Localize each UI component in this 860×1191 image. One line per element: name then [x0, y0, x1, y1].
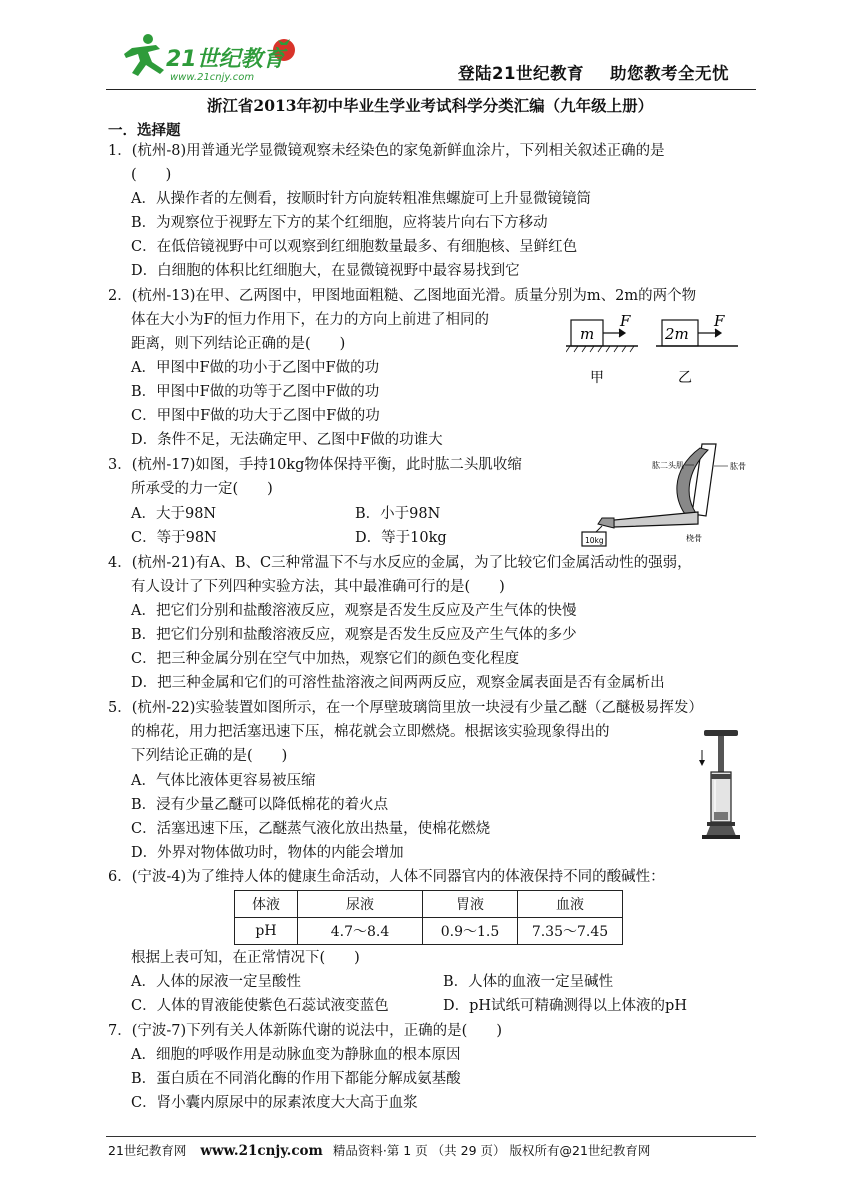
humerus-label: 肱骨 — [730, 462, 746, 471]
table-header-cell: 血液 — [518, 891, 623, 918]
q3-stem-line1: 3．(杭州-17)如图，手持10kg物体保持平衡，此时肱二头肌收缩 — [108, 457, 522, 473]
label-jia: 甲 — [590, 370, 604, 386]
force-label-1: F — [620, 312, 631, 330]
q7-option-b: B．蛋白质在不同消化酶的作用下都能分解成氨基酸 — [131, 1071, 461, 1087]
footer-rule — [106, 1136, 756, 1137]
header-slogan — [458, 60, 729, 84]
q6-option-c: C．人体的胃液能使紫色石蕊试液变蓝色 — [131, 998, 389, 1014]
label-yi: 乙 — [678, 370, 692, 386]
slogan-right: 助您教考全无忧 — [609, 64, 729, 83]
footer-page-info: 精品资料·第 1 页 （共 29 页） 版权所有@21世纪教育网 — [332, 1143, 651, 1158]
q7-stem-line1: 7．(宁波-7)下列有关人体新陈代谢的说法中，正确的是( ) — [108, 1023, 502, 1039]
table-cell: 4.7～8.4 — [298, 918, 423, 945]
table-cell: pH — [235, 918, 298, 945]
section-heading: 一．选择题 — [108, 122, 181, 139]
q3-option-c: C．等于98N — [131, 530, 217, 546]
force-label-2: F — [714, 312, 725, 330]
q4-stem-line1: 4．(杭州-21)有A、B、C三种常温下不与水反应的金属，为了比较它们金属活动性的强弱， — [108, 555, 692, 571]
q5-option-b: B．浸有少量乙醚可以降低棉花的着火点 — [131, 797, 389, 813]
q4-stem-line2: 有人设计了下列四种实验方法，其中最准确可行的是( ) — [131, 579, 505, 595]
q1-option-c: C．在低倍镜视野中可以观察到红细胞数量最多、有细胞核、呈鲜红色 — [131, 239, 578, 255]
q2-stem-line3: 距离，则下列结论正确的是( ) — [131, 336, 346, 352]
slogan-left: 登陆21世纪教育 — [458, 64, 584, 83]
q5-stem-line3: 下列结论正确的是( ) — [131, 748, 288, 764]
table-header-cell: 尿液 — [298, 891, 423, 918]
q2-stem-line2: 体在大小为F的恒力作用下，在力的方向上前进了相同的 — [131, 312, 490, 328]
q5-stem-line2: 的棉花，用力把活塞迅速下压，棉花就会立即燃烧。根据该实验现象得出的 — [131, 724, 610, 740]
footer-url[interactable]: www.21cnjy.com — [200, 1143, 323, 1159]
q2-option-a: A．甲图中F做的功小于乙图中F做的功 — [131, 360, 380, 376]
logo-url: www.21cnjy.com — [170, 72, 255, 83]
table-row — [235, 918, 623, 945]
q6-stem-line2: 根据上表可知，在正常情况下( ) — [131, 950, 360, 966]
q1-stem-line1: 1．(杭州-8)用普通光学显微镜观察未经染色的家兔新鲜血涂片，下列相关叙述正确的是 — [108, 143, 665, 159]
q5-stem-line1: 5．(杭州-22)实验装置如图所示，在一个厚壁玻璃筒里放一块浸有少量乙醚（乙醚极易挥发） — [108, 700, 703, 716]
mass-label-m: m — [580, 325, 595, 343]
logo-21cnjy — [112, 30, 312, 86]
q6-option-a: A．人体的尿液一定呈酸性 — [131, 974, 301, 990]
q6-stem-line1: 6．(宁波-4)为了维持人体的健康生命活动，人体不同器官内的体液保持不同的酸碱性： — [108, 869, 665, 885]
q4-option-b: B．把它们分别和盐酸溶液反应，观察是否发生反应及产生气体的多少 — [131, 627, 577, 643]
q5-option-c: C．活塞迅速下压，乙醚蒸气液化放出热量，使棉花燃烧 — [131, 821, 491, 837]
q3-option-b: B．小于98N — [355, 506, 441, 522]
q2-stem-line1: 2．(杭州-13)在甲、乙两图中，甲图地面粗糙、乙图地面光滑。质量分别为m、2m的两个物 — [108, 288, 697, 304]
q4-option-c: C．把三种金属分别在空气中加热，观察它们的颜色变化程度 — [131, 651, 520, 667]
mass-label-2m: 2m — [665, 325, 689, 343]
q1-option-a: A．从操作者的左侧看，按顺时针方向旋转粗准焦螺旋可上升显微镜镜筒 — [131, 191, 591, 207]
q5-option-d: D．外界对物体做功时，物体的内能会增加 — [131, 845, 404, 861]
table-row — [235, 891, 623, 918]
ground-hatch — [566, 346, 634, 352]
q3-arm-diagram — [574, 440, 764, 550]
page-footer — [108, 1141, 650, 1159]
table-header-cell: 胃液 — [423, 891, 518, 918]
q7-option-c: C．肾小囊内原尿中的尿素浓度大大高于血浆 — [131, 1095, 418, 1111]
q5-option-a: A．气体比液体更容易被压缩 — [131, 773, 316, 789]
q1-stem-line2: ( ) — [131, 167, 172, 183]
q4-option-a: A．把它们分别和盐酸溶液反应，观察是否发生反应及产生气体的快慢 — [131, 603, 577, 619]
q2-option-d: D．条件不足，无法确定甲、乙图中F做的功谁大 — [131, 432, 443, 448]
q1-option-d: D．白细胞的体积比红细胞大，在显微镜视野中最容易找到它 — [131, 263, 520, 279]
q2-option-b: B．甲图中F做的功等于乙图中F做的功 — [131, 384, 380, 400]
q3-option-d: D．等于10kg — [355, 530, 447, 546]
q3-stem-line2: 所承受的力一定( ) — [131, 481, 273, 497]
ph-table — [234, 890, 623, 945]
q2-option-c: C．甲图中F做的功大于乙图中F做的功 — [131, 408, 380, 424]
radius-label: 桡骨 — [686, 534, 702, 543]
q7-option-a: A．细胞的呼吸作用是动脉血变为静脉血的根本原因 — [131, 1047, 461, 1063]
table-cell: 0.9～1.5 — [423, 918, 518, 945]
table-cell: 7.35～7.45 — [518, 918, 623, 945]
q6-option-d: D．pH试纸可精确测得以上体液的pH — [443, 998, 687, 1014]
table-header-cell: 体液 — [235, 891, 298, 918]
q6-option-b: B．人体的血液一定呈碱性 — [443, 974, 614, 990]
weight-label: 10kg — [585, 536, 604, 545]
q5-piston-apparatus — [696, 728, 746, 840]
q2-force-diagram — [566, 312, 746, 392]
q3-option-a: A．大于98N — [131, 506, 217, 522]
q1-option-b: B．为观察位于视野左下方的某个红细胞，应将装片向右下方移动 — [131, 215, 548, 231]
logo-text: 21世纪教育 — [166, 47, 285, 72]
footer-site-name: 21世纪教育网 — [108, 1143, 187, 1158]
header-rule — [106, 89, 756, 90]
biceps-label: 肱二头肌 — [652, 461, 684, 470]
running-figure-icon — [124, 34, 164, 76]
document-title: 浙江省2013年初中毕业生学业考试科学分类汇编（九年级上册） — [206, 96, 654, 115]
q4-option-d: D．把三种金属和它们的可溶性盐溶液之间两两反应，观察金属表面是否有金属析出 — [131, 675, 665, 691]
